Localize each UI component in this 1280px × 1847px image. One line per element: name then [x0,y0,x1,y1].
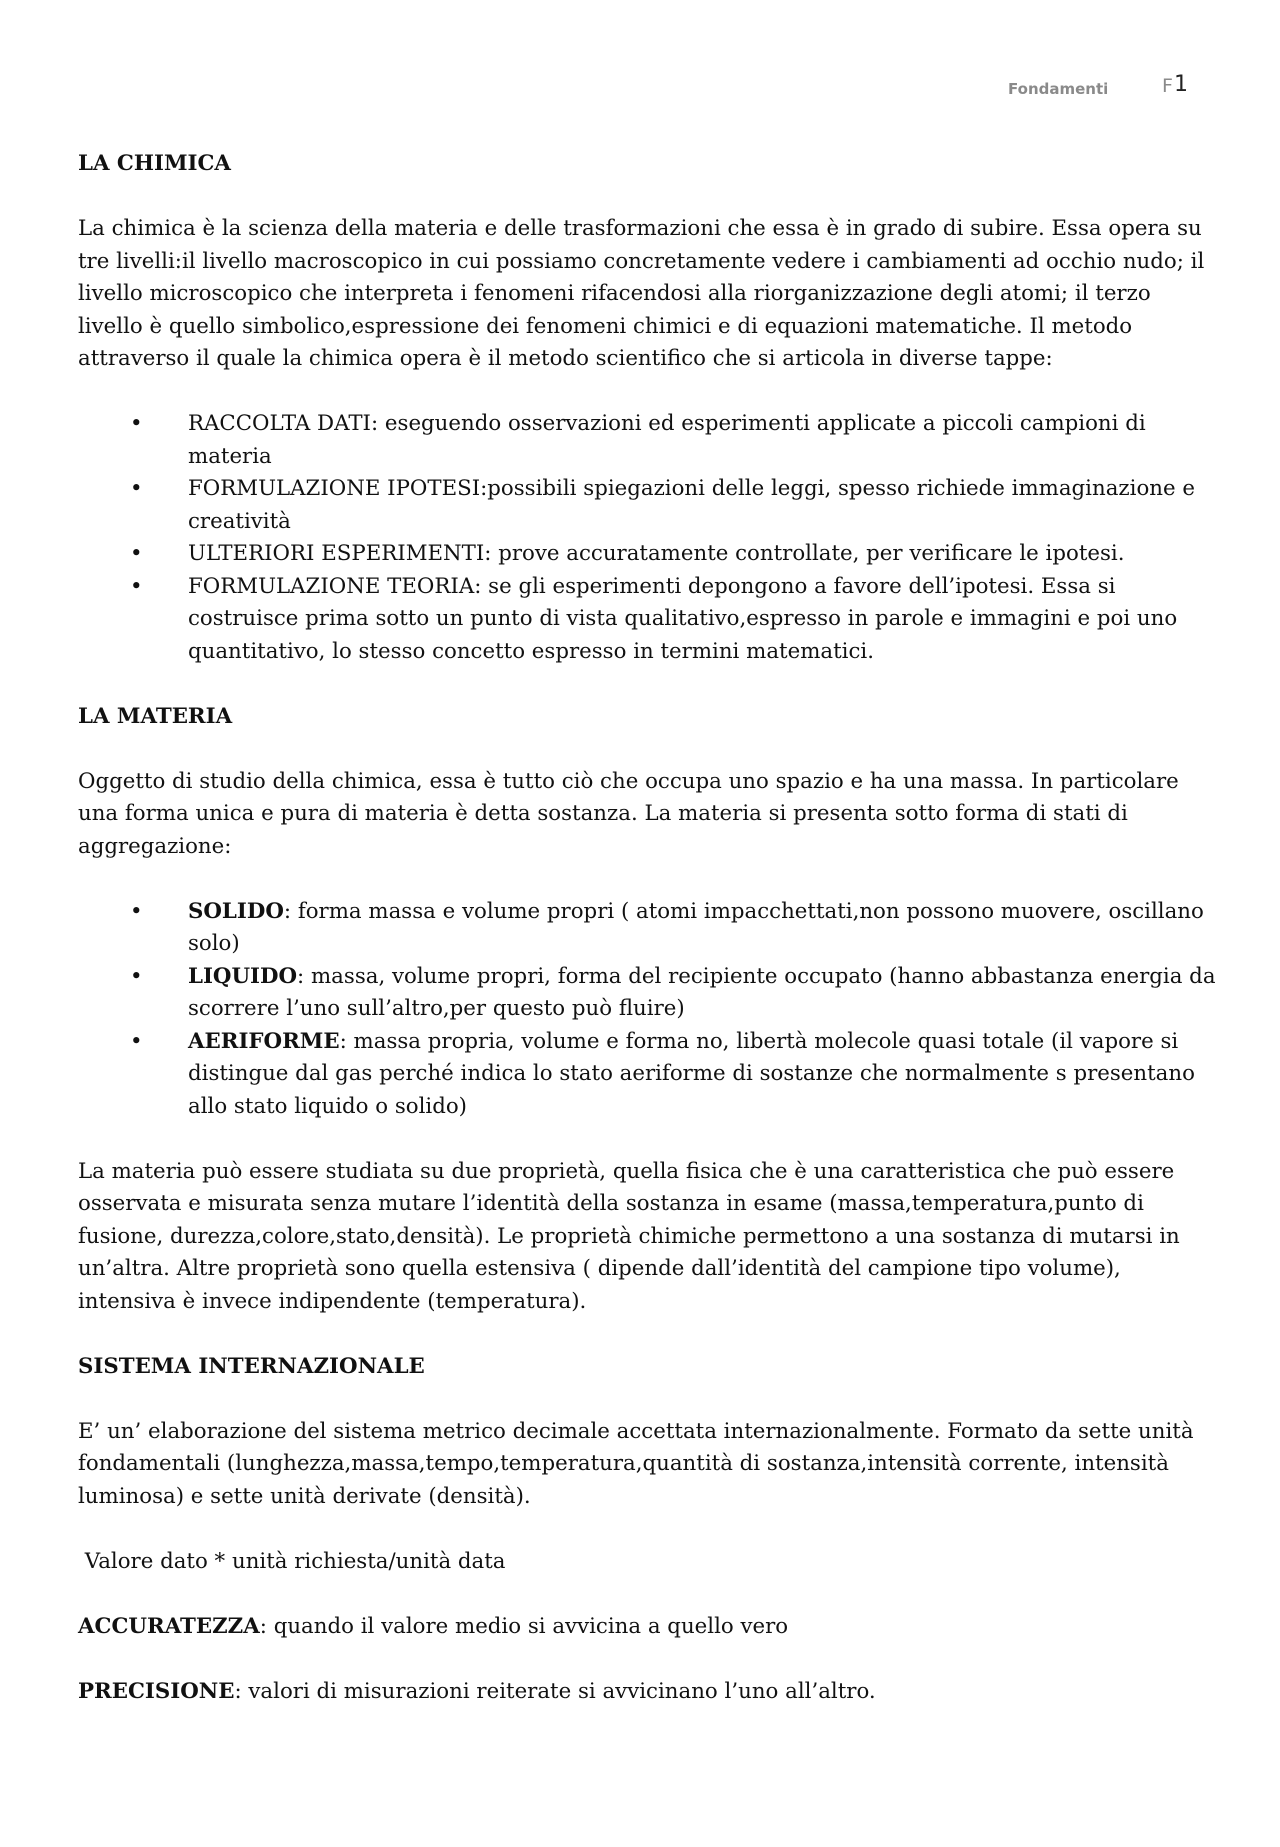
state-desc: : massa, volume propri, forma del recipiente occupato (hanno abbastanza energia da scorrere l’uno sull’altro,per questo può fluire) [188,963,1216,1021]
section-title-materia: LA MATERIA [78,703,233,729]
state-term: SOLIDO [188,898,284,924]
list-item [78,571,1218,669]
document-body [78,148,1218,1708]
section-title-sistema: SISTEMA INTERNAZIONALE [78,1353,425,1379]
bullet-icon: • [130,963,143,989]
materia-properties: La materia può essere studiata su due proprietà, quella fisica che è una caratteristica che può essere osservata e misurata senza mutare l’identità della sostanza in esame (massa,temperatura,punto di fusione, durezza,colore,stato,densità). Le proprietà chimiche permettono a una sostanza di mutarsi in un’altra. Altre proprietà sono quella estensiva ( dipende dall’identità del campione tipo volume), intensiva è invece indipendente (temperatura). [78,1158,1180,1314]
bullet-icon: • [130,411,143,436]
list-item [78,961,1218,1026]
list-item [78,1026,1218,1124]
bullet-icon: • [130,541,143,566]
state-desc: : massa propria, volume e forma no, libertà molecole quasi totale (il vapore si distingue dal gas perché indica lo stato aeriforme di sostanze che normalmente s presentano allo stato liquido o solido) [188,1028,1195,1119]
page-number: 1 [1174,74,1188,97]
conversion-formula: Valore dato * unità richiesta/unità data [78,1548,506,1574]
list-item [78,473,1218,538]
list-item [78,896,1218,961]
header-label: Fondamenti [1008,80,1109,98]
bullet-icon: • [130,573,143,599]
page-header [1008,74,1208,98]
accuracy-desc: : quando il valore medio si avvicina a quello vero [259,1613,789,1639]
bullet-icon: • [130,1028,143,1054]
state-term: LIQUIDO [188,963,298,989]
step-text: ULTERIORI ESPERIMENTI: prove accuratamente controllate, per verificare le ipotesi. [188,541,1125,566]
state-term: AERIFORME [188,1028,340,1054]
precision-desc: : valori di misurazioni reiterate si avvicinano l’uno all’altro. [234,1678,876,1704]
accuracy-term: ACCURATEZZA [78,1613,260,1639]
bullet-icon: • [130,898,143,924]
method-steps-list [78,408,1218,668]
sistema-intro: E’ un’ elaborazione del sistema metrico decimale accettata internazionalmente. Formato da sette unità fondamentali (lunghezza,massa,tempo,temperatura,quantità di sostanza,intensità corrente, intensità luminosa) e sette unità derivate (densità). [78,1418,1194,1509]
list-item [78,408,1218,473]
step-text: FORMULAZIONE IPOTESI:possibili spiegazioni delle leggi, spesso richiede immaginazione e creatività [188,476,1195,534]
chimica-intro: La chimica è la scienza della materia e delle trasformazioni che essa è in grado di subire. Essa opera su tre livelli:il livello macroscopico in cui possiamo concretamente vedere i cambiamenti ad occhio nudo; il livello microscopico che interpreta i fenomeni rifacendosi alla riorganizzazione degli atomi; il terzo livello è quello simbolico,espressione dei fenomeni chimici e di equazioni matematiche. Il metodo attraverso il quale la chimica opera è il metodo scientifico che si articola in diverse tappe: [78,216,1205,371]
precision-definition [78,1676,1218,1709]
step-text: RACCOLTA DATI: eseguendo osservazioni ed esperimenti applicate a piccoli campioni di materia [188,411,1146,469]
header-code: F [1162,75,1173,97]
bullet-icon: • [130,476,143,501]
section-title-chimica: LA CHIMICA [78,151,231,176]
state-desc: : forma massa e volume propri ( atomi impacchettati,non possono muovere, oscillano solo) [188,898,1204,956]
aggregation-states-list [78,896,1218,1124]
materia-intro: Oggetto di studio della chimica, essa è tutto ciò che occupa uno spazio e ha una massa. In particolare una forma unica e pura di materia è detta sostanza. La materia si presenta sotto forma di stati di aggregazione: [78,768,1179,859]
precision-term: PRECISIONE [78,1678,235,1704]
step-text: FORMULAZIONE TEORIA: se gli esperimenti depongono a favore dell’ipotesi. Essa si costruisce prima sotto un punto di vista qualitativo,espresso in parole e immagini e poi uno quantitativo, lo stesso concetto espresso in termini matematici. [188,573,1178,664]
list-item [78,538,1218,571]
accuracy-definition [78,1611,1218,1644]
